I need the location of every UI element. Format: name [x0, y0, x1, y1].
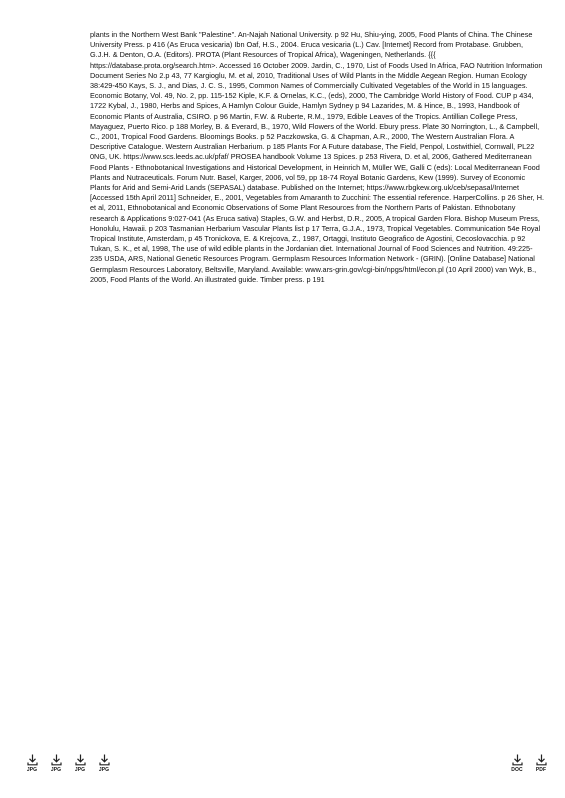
download-jpg-3-button[interactable] — [68, 754, 92, 780]
download-jpg-2-button[interactable] — [44, 754, 68, 780]
download-icon — [512, 754, 523, 766]
download-icon — [51, 754, 62, 766]
download-label: JPG — [26, 767, 38, 773]
document-download-group — [505, 754, 553, 780]
download-label: DOC — [511, 767, 523, 773]
download-jpg-4-button[interactable] — [92, 754, 116, 780]
download-label: JPG — [98, 767, 110, 773]
references-text: plants in the Northern West Bank "Palestine". An-Najah National University. p 92 Hu, Shiu-ying, 2005, Food Plants of China. The Chinese University Press. p 416 (As Eruca vesicaria) Ibn Oaf, H.S., 2004. Eruca vesicaria (L.) Cav. [Internet] Record from Protabase. Grubben, G.J.H. & Denton, O.A. (Editors). PROTA (Plant Resources of Tropical Africa), Wageningen, Netherlands. {{{ https://database.prota.org/search.htm>. Accessed 16 October 2009. Jardin, C., 1970, List of Foods Used In Africa, FAO Nutrition Information Document Series No 2.p 43, 77 Kargioglu, M. et al, 2010, Traditional Uses of Wild Plants in the Middle Aegean Region. Human Ecology 38:429-450 Kays, S. J., and Dias, J. C. S., 1995, Common Names of Commercially Cultivated Vegetables of the World in 15 languages. Economic Botany, Vol. 49, No. 2, pp. 115-152 Kiple, K.F. & Ornelas, K.C., (eds), 2000, The Cambridge World History of Food. CUP p 434, 1722 Kybal, J., 1980, Herbs and Spices, A Hamlyn Colour Guide, Hamlyn Sydney p 94 Lazarides, M. & Hince, B., 1993, Handbook of Economic Plants of Australia, CSIRO. p 96 Martin, F.W. & Ruberte, R.M., 1979, Edible Leaves of the Tropics. Antillian College Press, Mayaguez, Puerto Rico. p 188 Morley, B. & Everard, B., 1970, Wild Flowers of the World. Ebury press. Plate 30 Norrington, L., & Campbell, C., 2001, Tropical Food Gardens. Bloomings Books. p 52 Paczkowska, G. & Chapman, A.R., 2000, The Western Australian Flora. A Descriptive Catalogue. Western Australian Herbarium. p 185 Plants For A Future database, The Field, Penpol, Lostwithiel, Cornwall, PL22 0NG, UK. https://www.scs.leeds.ac.uk/pfaf/ PROSEA handbook Volume 13 Spices. p 253 Rivera, D. et al, 2006, Gathered Mediterranean Food Plants - Ethnobotanical Investigations and Historical Development, in Heinrich M, Müller WE, Galli C (eds): Local Mediterranean Food Plants and Nutraceuticals. Forum Nutr. Basel, Karger, 2006, vol 59, pp 18-74 Royal Botanic Gardens, Kew (1999). Survey of Economic Plants for Arid and Semi-Arid Lands (SEPASAL) database. Published on the Internet; https://www.rbgkew.org.uk/ceb/sepasal/Internet [Accessed 15th April 2011] Schneider, E., 2001, Vegetables from Amaranth to Zucchini: The essential reference. HarperCollins. p 26 Sher, H. et al, 2011, Ethnobotanical and Economic Observations of Some Plant Resources from the Northern Parts of Pakistan. Ethnobotany research & Applications 9:027-041 (As Eruca sativa) Staples, G.W. and Herbst, D.R., 2005, A tropical Garden Flora. Bishop Museum Press, Honolulu, Hawaii. p 203 Tasmanian Herbarium Vascular Plants list p 17 Terra, G.J.A., 1973, Tropical Vegetables. Communication 54e Royal Tropical Institute, Amsterdam, p 45 Tronickova, E. & Krejcova, Z., 1987, Ortaggi, Instituto Geografico de Agostini, Cecoslovacchia. p 92 Tukan, S. K., et al, 1998, The use of wild edible plants in the Jordanian diet. International Journal of Food Sciences and Nutrition. 49:225-235 USDA, ARS, National Genetic Resources Program. Germplasm Resources Information Network - (GRIN). [Online Database] National Germplasm Resources Laboratory, Beltsville, Maryland. Available: www.ars-grin.gov/cgi-bin/npgs/html/econ.pl (10 April 2000) van Wyk, B., 2005, Food Plants of the World. An illustrated guide. Timber press. p 191 — [90, 30, 545, 284]
download-label: JPG — [50, 767, 62, 773]
download-icon — [27, 754, 38, 766]
image-download-group — [20, 754, 116, 780]
download-label: PDF — [535, 767, 547, 773]
download-pdf-button[interactable] — [529, 754, 553, 780]
download-icon — [75, 754, 86, 766]
download-jpg-1-button[interactable] — [20, 754, 44, 780]
download-doc-button[interactable] — [505, 754, 529, 780]
download-label: JPG — [74, 767, 86, 773]
download-icon — [99, 754, 110, 766]
download-icon — [536, 754, 547, 766]
